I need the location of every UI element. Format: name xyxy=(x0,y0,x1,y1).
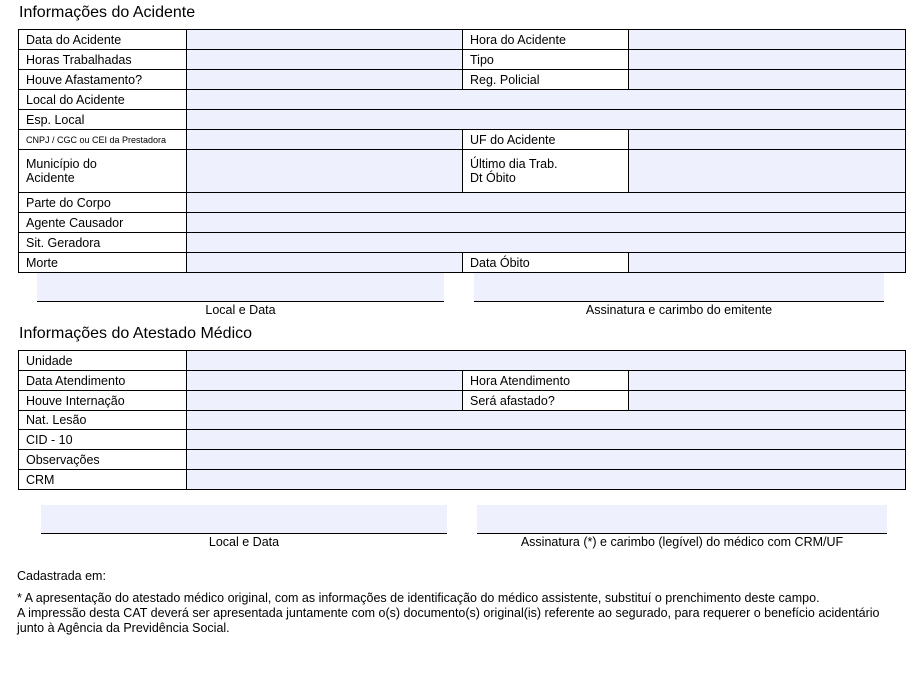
nat-lesao-field[interactable] xyxy=(187,411,906,430)
municipio-label-line2: Acidente xyxy=(26,171,75,185)
medical-section-title: Informações do Atestado Médico xyxy=(19,325,253,342)
accident-signature-field[interactable] xyxy=(474,273,884,302)
accident-local-data-field[interactable] xyxy=(37,273,444,302)
uf-acidente-field[interactable] xyxy=(629,130,906,150)
data-obito-label: Data Óbito xyxy=(463,253,629,273)
data-atendimento-label: Data Atendimento xyxy=(19,371,187,391)
crm-field[interactable] xyxy=(187,470,906,490)
crm-label: CRM xyxy=(19,470,187,490)
municipio-acidente-label xyxy=(19,150,187,193)
footer-note-atestado: * A apresentação do atestado médico original, com as informações de identificação do médico assistente, substituí o prenchimento deste campo. xyxy=(17,591,820,605)
esp-local-field[interactable] xyxy=(187,110,906,130)
tipo-label: Tipo xyxy=(463,50,629,70)
agente-causador-field[interactable] xyxy=(187,213,906,233)
cadastrada-em-label: Cadastrada em: xyxy=(17,569,106,583)
agente-causador-label: Agente Causador xyxy=(19,213,187,233)
medical-signature-label: Assinatura (*) e carimbo (legível) do médico com CRM/UF xyxy=(520,535,844,549)
houve-afastamento-label: Houve Afastamento? xyxy=(19,70,187,90)
cnpj-label: CNPJ / CGC ou CEI da Prestadora xyxy=(19,130,187,150)
parte-corpo-field[interactable] xyxy=(187,193,906,213)
cid-field[interactable] xyxy=(187,430,906,450)
uf-acidente-label: UF do Acidente xyxy=(463,130,629,150)
accident-form-table xyxy=(18,29,906,273)
accident-section-title: Informações do Acidente xyxy=(19,4,196,21)
reg-policial-field[interactable] xyxy=(629,70,906,90)
hora-acidente-field[interactable] xyxy=(629,30,906,50)
medical-signature-field[interactable] xyxy=(477,505,887,534)
sit-geradora-field[interactable] xyxy=(187,233,906,253)
unidade-label: Unidade xyxy=(19,351,187,371)
hora-acidente-label: Hora do Acidente xyxy=(463,30,629,50)
data-obito-field[interactable] xyxy=(629,253,906,273)
accident-signature-label: Assinatura e carimbo do emitente xyxy=(585,303,773,317)
medical-local-data-label: Local e Data xyxy=(208,535,280,549)
data-atendimento-field[interactable] xyxy=(187,371,463,391)
ultimo-dia-label-line1: Último dia Trab. xyxy=(470,157,558,171)
unidade-field[interactable] xyxy=(187,351,906,371)
local-acidente-label: Local do Acidente xyxy=(19,90,187,110)
sit-geradora-label: Sit. Geradora xyxy=(19,233,187,253)
esp-local-label: Esp. Local xyxy=(19,110,187,130)
hora-atendimento-field[interactable] xyxy=(629,371,906,391)
morte-field[interactable] xyxy=(187,253,463,273)
morte-label: Morte xyxy=(19,253,187,273)
houve-internacao-label: Houve Internação xyxy=(19,391,187,411)
observacoes-label: Observações xyxy=(19,450,187,470)
data-acidente-field[interactable] xyxy=(187,30,463,50)
sera-afastado-field[interactable] xyxy=(629,391,906,411)
cid-label: CID - 10 xyxy=(19,430,187,450)
medical-local-data-field[interactable] xyxy=(41,505,447,534)
municipio-label-line1: Município do xyxy=(26,157,97,171)
ultimo-dia-label-line2: Dt Óbito xyxy=(470,171,516,185)
hora-atendimento-label: Hora Atendimento xyxy=(463,371,629,391)
parte-corpo-label: Parte do Corpo xyxy=(19,193,187,213)
horas-trabalhadas-label: Horas Trabalhadas xyxy=(19,50,187,70)
sera-afastado-label: Será afastado? xyxy=(463,391,629,411)
observacoes-field[interactable] xyxy=(187,450,906,470)
ultimo-dia-trab-label xyxy=(463,150,629,193)
local-acidente-field[interactable] xyxy=(187,90,906,110)
houve-afastamento-field[interactable] xyxy=(187,70,463,90)
medical-form-table xyxy=(18,350,906,490)
footer-note-impressao: A impressão desta CAT deverá ser apresentada juntamente com o(s) documento(s) original(is) referente ao segurado, para requerer o benefício acidentário junto à Agência da Previdência Social. xyxy=(17,606,880,635)
ultimo-dia-trab-field[interactable] xyxy=(629,150,906,193)
tipo-field[interactable] xyxy=(629,50,906,70)
data-acidente-label: Data do Acidente xyxy=(19,30,187,50)
accident-local-data-label: Local e Data xyxy=(205,303,276,317)
nat-lesao-label: Nat. Lesão xyxy=(19,411,187,430)
houve-internacao-field[interactable] xyxy=(187,391,463,411)
horas-trabalhadas-field[interactable] xyxy=(187,50,463,70)
cnpj-field[interactable] xyxy=(187,130,463,150)
municipio-acidente-field[interactable] xyxy=(187,150,463,193)
reg-policial-label: Reg. Policial xyxy=(463,70,629,90)
